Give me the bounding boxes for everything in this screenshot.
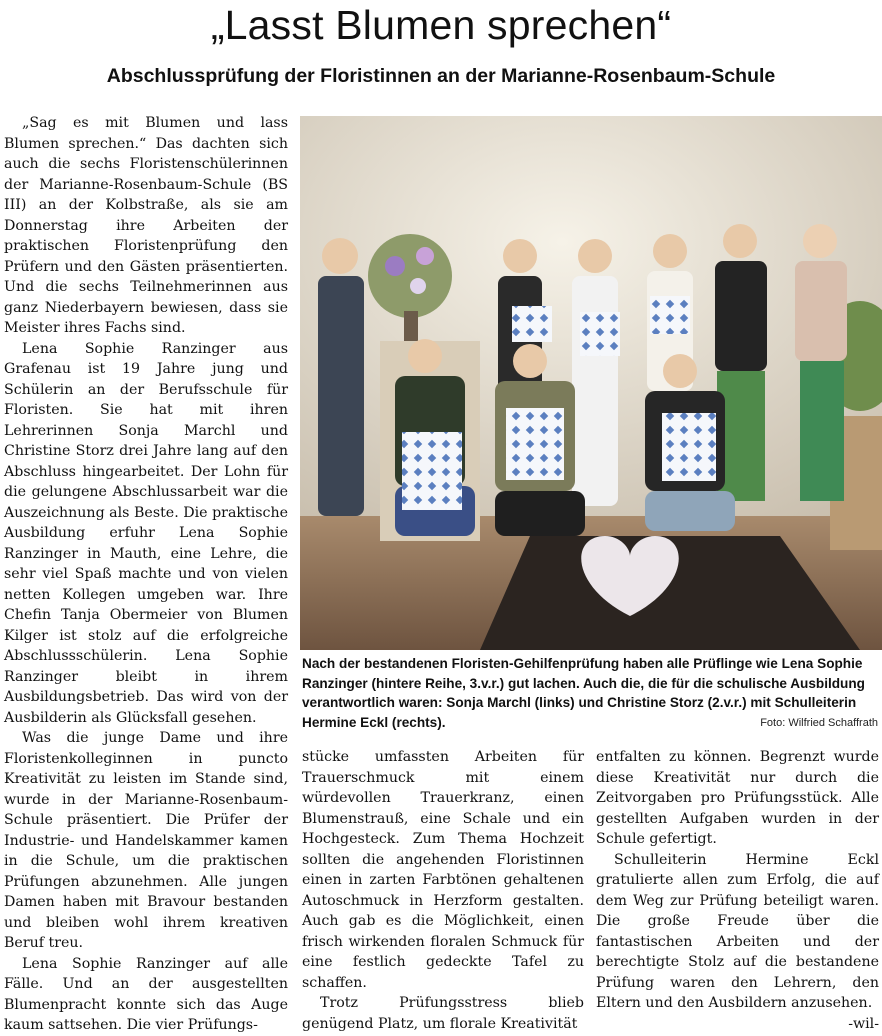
paragraph: entfalten zu können. Begrenzt wurde diese Kreativität nur durch die Zeitvorgaben pro Prüfungsstück. Alle gestellten Aufgaben wurden in der Schule gefertigt. [596, 749, 879, 847]
photo-credit: Foto: Wilfried Schaffrath [760, 717, 878, 729]
certificate [650, 296, 690, 334]
group-photo [300, 116, 882, 650]
subheadline: Abschlussprüfung der Floristinnen an der Marianne-Rosenbaum-Schule [106, 65, 776, 87]
headline: „Lasst Blumen sprechen“ [210, 2, 672, 48]
paragraph: stücke umfassten Arbeiten für Trauerschmuck mit einem würdevollen Trauerkranz, einen Blumenstrauß, eine Schale und ein Hochgesteck. Zum Thema Hochzeit sollten die angehenden Floristinnen einen in zarten Farbtönen gehaltenen Autoschmuck in Herzform gestalten. Auch gab es die Möglichkeit, einen frisch wirkenden floralen Schmuck für eine festlich gedeckte Tafel zu schaffen. [302, 749, 584, 991]
article-column-right [596, 747, 879, 1032]
person [795, 224, 847, 501]
paragraph: Schulleiterin Hermine Eckl gratulierte allen zum Erfolg, die auf dem Weg zur Prüfung beteiligt waren. Die große Freude über die fantastischen Arbeiten und der berechtigte Stolz auf die bestandene Prüfung waren den Lehrern, den Eltern und den Ausbildern anzusehen. [596, 851, 879, 1011]
paragraph: Trotz Prüfungsstress blieb genügend Platz, um florale Kreativität [302, 995, 584, 1032]
paragraph: „Sag es mit Blumen und lass Blumen sprechen.“ Das dachten sich auch die sechs Floristenschülerinnen der Marianne-Rosenbaum-Schule (BS III) an der Kolbstraße, als sie am Donnerstag ihre Arbeiten der praktischen Floristenprüfung den Prüfern und den Gästen präsentierten. Und die sechs Teilnehmerinnen aus ganz Niederbayern bewiesen, dass sie Meister ihres Fachs sind. [4, 115, 288, 336]
certificate [580, 312, 620, 356]
author-signature: -wil- [848, 1015, 879, 1032]
article-column-left [4, 113, 288, 1033]
photo-illustration [300, 116, 882, 650]
paragraph: Lena Sophie Ranzinger auf alle Fälle. Und an der ausgestellten Blumenpracht konnte sich das Auge kaum sattsehen. Die vier Prüfungs- [4, 955, 288, 1033]
photo-caption: Nach der bestandenen Floristen-Gehilfenprüfung haben alle Prüflinge wie Lena Sophie Ranzinger (hintere Reihe, 3.v.r.) gut lachen. Auch die, die für die schulische Ausbildung verantwortlich waren: Sonja Marchl (links) und Christine Storz (2.v.r.) mit Schulleiterin Hermine Eckl (rechts). [302, 656, 865, 730]
paragraph: Lena Sophie Ranzinger aus Grafenau ist 19 Jahre jung und Schülerin an der Berufsschule für Floristen. Sie hat mit ihren Lehrerinnen Sonja Marchl und Christine Storz drei Jahre lang auf den Abschluss hingearbeitet. Der Lohn für die gelungene Abschlussarbeit war die Auszeichnung als Beste. Die praktische Ausbildung erfuhr Lena Sophie Ranzinger in Mauth, eine Lehre, die sehr viel Spaß machte und von vielen netten Kollegen umgeben war. Ihre Chefin Tanja Obermeier von Blumen Kilger ist stolz auf die erfolgreiche Abschlussschülerin. Lena Sophie Ranzinger bleibt in ihrem Ausbildungsbetrieb. Das wird von der Ausbilderin als Glücksfall gesehen. [4, 340, 288, 726]
paragraph: Was die junge Dame und ihre Floristenkolleginnen in puncto Kreativität zu leisten im Stande sind, wurde in der Marianne-Rosenbaum-Schule präsentiert. Die Prüfer der Industrie- und Handelskammer kamen in die Schule, um die praktischen Prüfungen abzunehmen. Alle jungen Damen haben mit Bravour bestanden und bleiben wohl ihrem kreativen Beruf treu. [4, 730, 288, 951]
person [572, 239, 618, 506]
certificate [512, 306, 552, 342]
certificate [662, 413, 716, 481]
article-column-middle [302, 747, 584, 1032]
certificate [506, 408, 564, 480]
certificate [402, 432, 462, 510]
person [318, 238, 364, 516]
bouquet [368, 234, 452, 318]
